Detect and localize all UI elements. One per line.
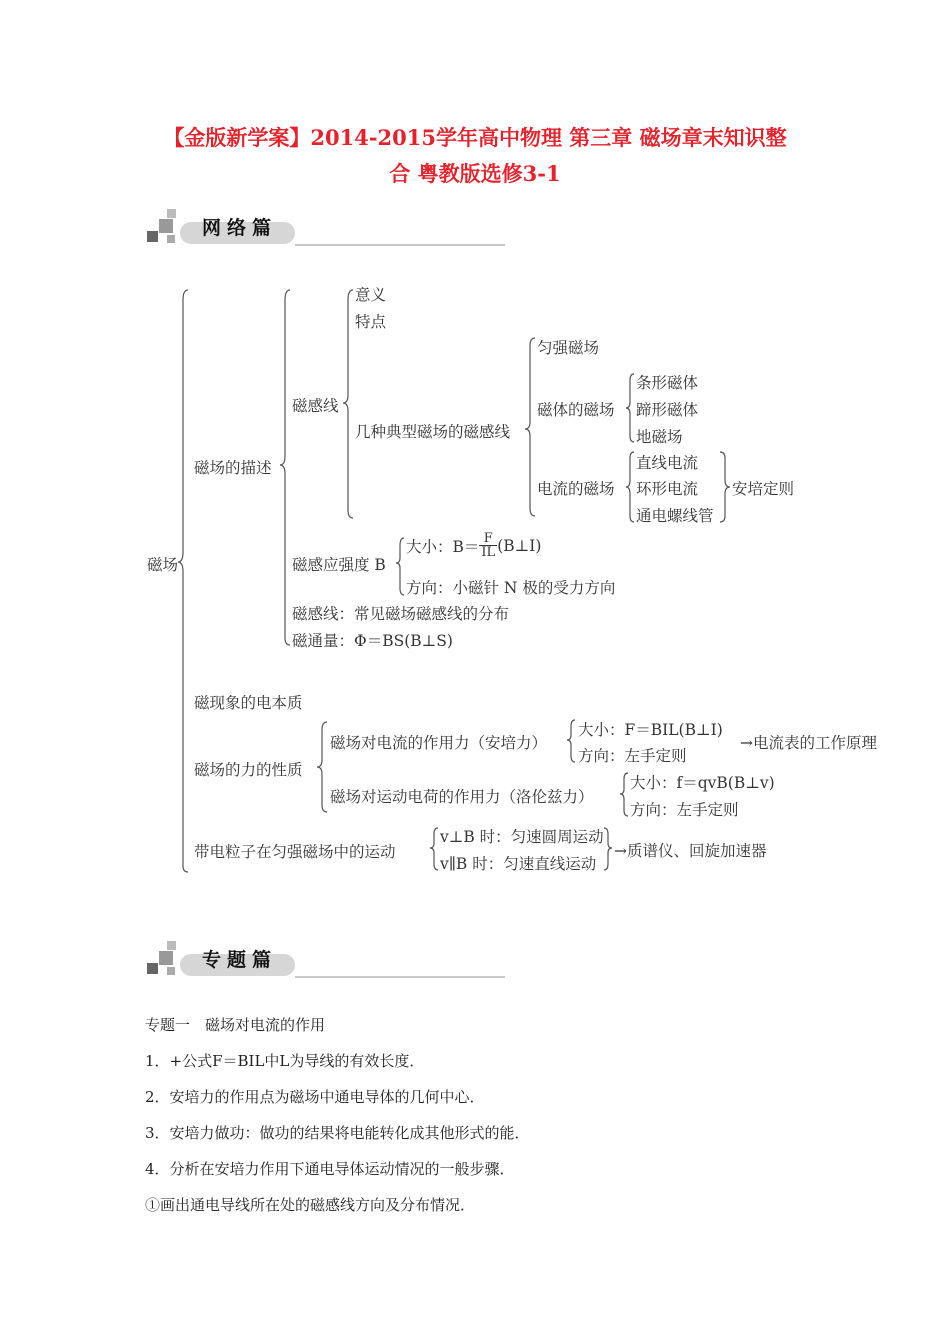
- topic-item-3: 3．安培力做功：做功的结果将电能转化成其他形式的能．: [145, 1124, 530, 1142]
- node-ampere-rule: 安培定则: [732, 480, 795, 498]
- size-suffix: (B⊥I): [497, 536, 542, 555]
- topic-item-4: 4．分析在安培力作用下通电导体运动情况的一般步骤．: [145, 1160, 515, 1178]
- node-ring-current: 环形电流: [636, 480, 699, 498]
- page-title-line1: 【金版新学案】2014-2015学年高中物理 第三章 磁场章末知识整: [163, 125, 787, 150]
- section-title-network: 网络篇: [202, 217, 278, 239]
- node-magnet-field: 磁体的磁场: [537, 401, 615, 419]
- node-ampere-force: 磁场对电流的作用力（安培力）: [330, 734, 548, 752]
- fraction-numerator: F: [479, 532, 497, 546]
- node-ampere-size: 大小：F＝BIL(B⊥I): [578, 721, 723, 739]
- size-fraction: [479, 532, 497, 559]
- fraction-denominator: IL: [481, 545, 496, 560]
- node-flux: 磁通量：Φ＝BS(B⊥S): [292, 632, 453, 650]
- node-meaning: 意义: [355, 286, 387, 304]
- node-intensity: 磁感应强度 B: [292, 556, 386, 574]
- node-current-field: 电流的磁场: [537, 480, 615, 498]
- node-root: 磁场: [147, 556, 179, 574]
- topic-item-1: 1．+公式F＝BIL中L为导线的有效长度．: [145, 1052, 425, 1070]
- node-straight-current: 直线电流: [636, 454, 699, 472]
- node-force-nature: 磁场的力的性质: [194, 761, 303, 779]
- node-uniform: 匀强磁场: [537, 339, 600, 357]
- size-prefix: 大小：B＝: [406, 537, 480, 556]
- node-particle-motion: 带电粒子在匀强磁场中的运动: [194, 843, 396, 861]
- section-title-topics: 专题篇: [202, 949, 278, 971]
- node-intensity-direction: 方向：小磁针 N 极的受力方向: [406, 579, 616, 597]
- node-solenoid: 通电螺线管: [636, 507, 714, 525]
- node-earth-field: 地磁场: [636, 428, 683, 446]
- node-describe: 磁场的描述: [194, 459, 272, 477]
- node-field-lines: 磁感线: [292, 397, 339, 415]
- node-perpendicular: v⊥B 时：匀速圆周运动: [440, 828, 604, 846]
- topic-heading: 专题一 磁场对电流的作用: [145, 1016, 326, 1034]
- node-feature: 特点: [355, 313, 387, 331]
- node-hoof-magnet: 蹄形磁体: [636, 401, 699, 419]
- node-typical: 几种典型磁场的磁感线: [355, 423, 511, 441]
- node-ampere-direction: 方向：左手定则: [578, 747, 687, 765]
- node-bar-magnet: 条形磁体: [636, 374, 699, 392]
- topic-item-5: ①画出通电导线所在处的磁感线方向及分布情况．: [145, 1196, 476, 1214]
- node-field-lines-dist: 磁感线：常见磁场磁感线的分布: [292, 605, 510, 623]
- node-essence: 磁现象的电本质: [194, 694, 303, 712]
- node-lorentz-force: 磁场对运动电荷的作用力（洛伦兹力）: [330, 788, 594, 806]
- page-title-line2: 合 粤教版选修3-1: [389, 161, 561, 186]
- node-intensity-size: [406, 532, 541, 559]
- node-lorentz-size: 大小：f＝qvB(B⊥v): [630, 774, 775, 792]
- node-ammeter-principle: →电流表的工作原理: [740, 734, 877, 752]
- node-applications: →质谱仪、回旋加速器: [614, 842, 767, 860]
- topic-item-2: 2．安培力的作用点为磁场中通电导体的几何中心．: [145, 1088, 485, 1106]
- node-parallel: v∥B 时：匀速直线运动: [440, 855, 597, 873]
- node-lorentz-direction: 方向：左手定则: [630, 801, 739, 819]
